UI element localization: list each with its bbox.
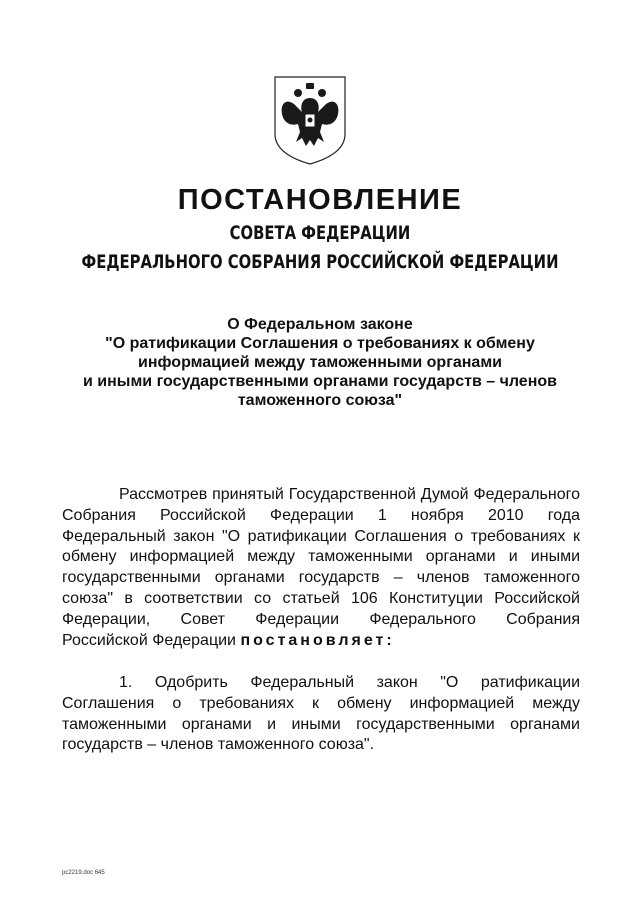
- subject-line: таможенного союза": [237, 392, 403, 409]
- paragraph-line: Собрания Российской Федерации 1 ноября 2010 года: [62, 506, 580, 524]
- paragraph-line: Соглашения о требованиях к обмену информацией между: [62, 694, 580, 712]
- resolution-item: [62, 673, 580, 756]
- subject-heading: [0, 315, 640, 410]
- resolution-keyword: постановляет:: [240, 631, 395, 649]
- issuer-line-1: СОВЕТА ФЕДЕРАЦИИ: [229, 222, 411, 244]
- paragraph-line: обмену информацией между таможенными органами и иными: [62, 548, 580, 566]
- coat-of-arms-emblem: [272, 74, 348, 166]
- paragraph-line: Федерации, Совет Федерации Федерального Собрания: [62, 610, 580, 628]
- paragraph-line: государственными органами государств – членов таможенного: [62, 569, 580, 587]
- paragraph-line: Рассмотрев принятый Государственной Думой Федерального: [119, 486, 580, 503]
- paragraph-line: Российской Федерации: [62, 631, 236, 649]
- subject-line: и иными государственными органами государств – членов: [83, 373, 557, 390]
- document-reference: рс2219.doc 645: [62, 870, 105, 876]
- issuer-line-2: ФЕДЕРАЛЬНОГО СОБРАНИЯ РОССИЙСКОЙ ФЕДЕРАЦИИ: [81, 251, 559, 273]
- subject-line: информацией между таможенными органами: [138, 354, 502, 371]
- paragraph-line: государств – членов таможенного союза".: [62, 736, 375, 754]
- paragraph-line: союза" в соответствии со статьей 106 Конституции Российской: [62, 589, 580, 607]
- paragraph-line: таможенными органами и иными государственными органами: [62, 715, 580, 733]
- paragraph-line: 1. Одобрить Федеральный закон "О ратификации: [119, 674, 580, 691]
- preamble-paragraph: [62, 485, 580, 651]
- paragraph-line: Федеральный закон "О ратификации Соглашения о требованиях к: [62, 527, 580, 545]
- document-title: ПОСТАНОВЛЕНИЕ: [177, 184, 463, 216]
- subject-line: "О ратификации Соглашения о требованиях к обмену: [105, 335, 535, 352]
- paragraph-line-last: [62, 631, 580, 652]
- subject-line: О Федеральном законе: [227, 316, 413, 333]
